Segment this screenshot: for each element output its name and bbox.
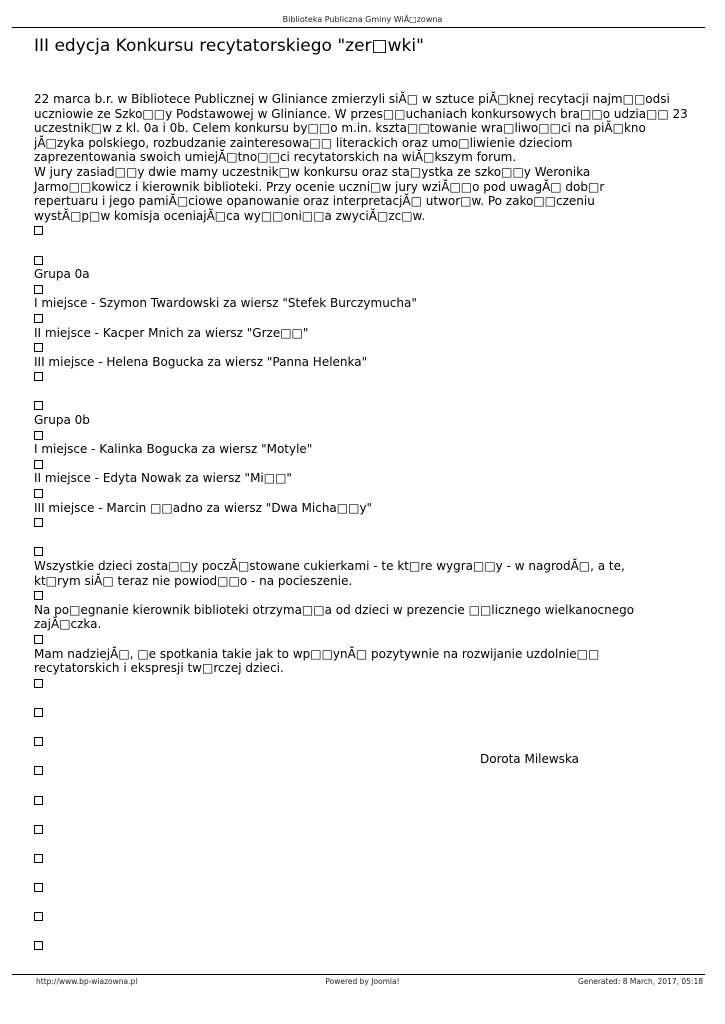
missing-glyph-box [34, 632, 694, 647]
missing-glyph-box [34, 938, 694, 953]
missing-glyph-box [34, 398, 694, 413]
missing-glyph-box [34, 253, 694, 268]
missing-glyph-box [34, 705, 694, 720]
result-line: II miejsce - Edyta Nowak za wiersz "Mi□□" [34, 471, 292, 486]
group-a-label: Grupa 0a [34, 267, 90, 282]
group-b-label: Grupa 0b [34, 413, 90, 428]
intro-line: jĂ□zyka polskiego, rozbudzanie zainteresowa□□ literackich oraz umo□liwienie dzieciom [34, 135, 573, 150]
result-line: I miejsce - Kalinka Bogucka za wiersz "Motyle" [34, 442, 313, 457]
missing-glyph-box [34, 428, 694, 443]
intro-line: uczniowie ze Szko□□y Podstawowej w Gliniance. W przes□□uchaniach konkursowych bra□□o udzia□□ 23 [34, 106, 688, 121]
result-line: I miejsce - Szymon Twardowski za wiersz "Stefek Burczymucha" [34, 296, 417, 311]
missing-glyph-box [34, 793, 694, 808]
missing-glyph-box [34, 369, 694, 384]
intro-line: uczestnik□w z kl. 0a i 0b. Celem konkursu by□□o m.in. kszta□□towanie wra□liwo□□ci na piĂ□kno [34, 121, 646, 136]
missing-glyph-box [34, 544, 694, 559]
closing-line: Mam nadziejĂ□, □e spotkania takie jak to wp□□ynĂ□ pozytywnie na rozwijanie uzdolnie□□ [34, 646, 600, 661]
missing-glyph-box [34, 909, 694, 924]
footer-divider [12, 974, 705, 975]
missing-glyph-box [34, 457, 694, 472]
missing-glyph-box [34, 676, 694, 691]
result-line: II miejsce - Kacper Mnich za wiersz "Grze□□" [34, 325, 309, 340]
closing-line: zajĂ□czka. [34, 617, 102, 632]
result-line: III miejsce - Helena Bogucka za wiersz "Panna Helenka" [34, 354, 368, 369]
article-body [34, 92, 694, 953]
missing-glyph-box [34, 340, 694, 355]
header-divider [12, 27, 705, 28]
intro-line: zaprezentowania swoich umiejĂ□tno□□ci recytatorskich na wiĂ□kszym forum. [34, 150, 517, 165]
missing-glyph-box [34, 822, 694, 837]
intro-line: wystĂ□p□w komisja oceniajĂ□ca wy□□oni□□a zwyciĂ□zc□w. [34, 208, 426, 223]
site-header: Biblioteka Publiczna Gminy WiĂ□zowna [282, 15, 443, 24]
closing-line: Na po□egnanie kierownik biblioteki otrzyma□□a od dzieci w prezencie □□licznego wielkanocnego [34, 602, 635, 617]
intro-line: Jarmo□□kowicz i kierownik biblioteki. Przy ocenie uczni□w jury wziĂ□□o pod uwagĂ□ dob□r [34, 179, 605, 194]
missing-glyph-box [34, 588, 694, 603]
missing-glyph-box [34, 486, 694, 501]
footer-url-link[interactable]: http://www.bp-wiazowna.pl [36, 977, 138, 986]
article-title: III edycja Konkursu recytatorskiego "zer□wki" [34, 36, 424, 56]
closing-line: Wszystkie dzieci zosta□□y poczĂ□stowane cukierkami - te kt□re wygra□□y - w nagrodĂ□, a te, [34, 559, 625, 573]
missing-glyph-box [34, 851, 694, 866]
footer-powered-by: Powered by Joomla! [325, 977, 400, 986]
author-signature: Dorota Milewska [480, 752, 580, 766]
missing-glyph-box [34, 282, 694, 297]
missing-glyph-box [34, 734, 694, 749]
missing-glyph-box [34, 311, 694, 326]
footer-generated-date: Generated: 8 March, 2017, 05:18 [578, 977, 703, 986]
intro-line: repertuaru i jego pamiĂ□ciowe opanowanie oraz interpretacjĂ□ utwor□w. Po zako□□czeniu [34, 194, 595, 209]
missing-glyph-box [34, 223, 694, 238]
intro-line: W jury zasiad□□y dwie mamy uczestnik□w konkursu oraz sta□ystka ze szko□□y Weronika [34, 164, 591, 179]
closing-line: kt□rym siĂ□ teraz nie powiod□□o - na pocieszenie. [34, 573, 353, 588]
result-line: III miejsce - Marcin □□adno za wiersz "Dwa Micha□□y" [34, 500, 373, 515]
missing-glyph-box [34, 515, 694, 530]
missing-glyph-box [34, 880, 694, 895]
intro-line: 22 marca b.r. w Bibliotece Publicznej w Gliniance zmierzyli siĂ□ w sztuce piĂ□knej recytacji najm□□odsi [34, 92, 670, 106]
closing-line: recytatorskich i ekspresji tw□rczej dzieci. [34, 661, 284, 676]
missing-glyph-box [34, 763, 694, 778]
